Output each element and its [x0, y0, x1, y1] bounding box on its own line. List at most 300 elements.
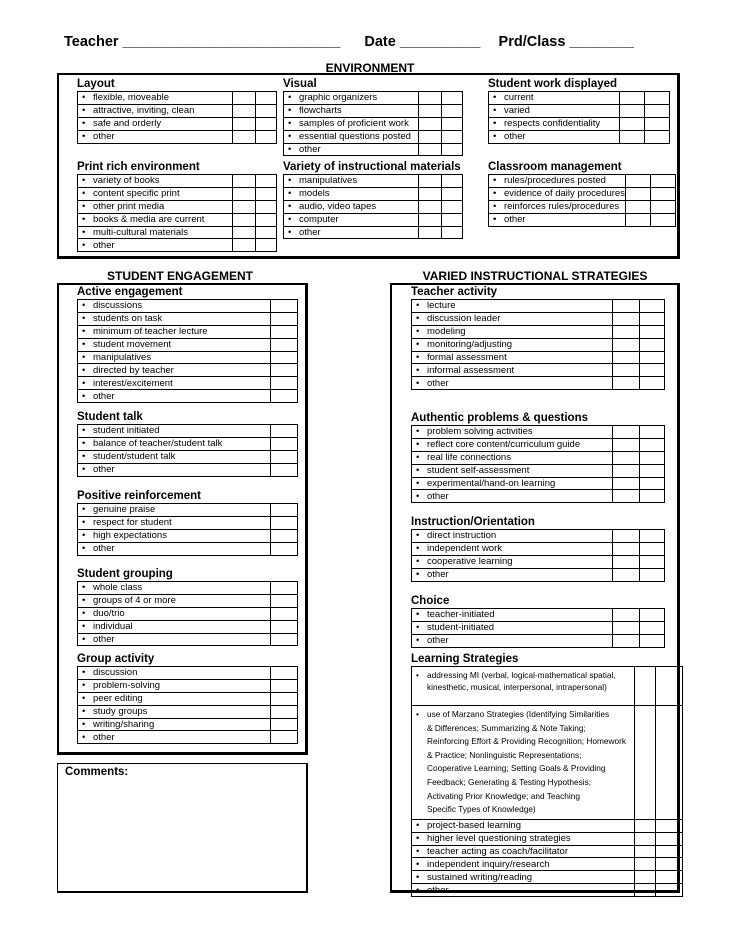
check-cell[interactable]: [256, 213, 277, 226]
list-item-label: [284, 92, 419, 105]
list-item-label: [78, 175, 233, 188]
bullet-icon: •: [416, 884, 420, 896]
check-cell[interactable]: [442, 200, 463, 213]
item-text: varied: [504, 105, 530, 117]
check-cell[interactable]: [271, 450, 298, 463]
list-item-label: [78, 390, 271, 403]
bullet-icon: •: [288, 201, 292, 213]
check-cell[interactable]: [625, 187, 650, 200]
check-cell[interactable]: [625, 200, 650, 213]
item-text: informal assessment: [427, 364, 515, 376]
check-cell[interactable]: [233, 104, 256, 117]
bullet-icon: •: [416, 871, 420, 883]
check-cell[interactable]: [640, 621, 665, 634]
bullet-icon: •: [82, 227, 86, 238]
check-cell[interactable]: [613, 338, 640, 351]
check-cell[interactable]: [613, 351, 640, 364]
list-item-label: [78, 239, 233, 252]
check-cell[interactable]: [233, 117, 256, 130]
check-cell[interactable]: [613, 477, 640, 490]
check-cell[interactable]: [271, 351, 298, 364]
check-cell[interactable]: [613, 609, 640, 622]
check-cell[interactable]: [256, 200, 277, 213]
list-item: [78, 504, 298, 517]
check-cell[interactable]: [233, 239, 256, 252]
list-item-label: [412, 377, 613, 390]
checklist-table: [283, 91, 463, 156]
check-cell[interactable]: [656, 667, 683, 706]
list-item-label: [284, 104, 419, 117]
section-authentic-problems: [411, 411, 665, 503]
section-layout: [77, 77, 277, 144]
check-cell[interactable]: [233, 175, 256, 188]
check-cell[interactable]: [233, 130, 256, 143]
list-item-label: [489, 200, 626, 213]
check-cell[interactable]: [635, 858, 656, 871]
item-text: other: [93, 239, 115, 251]
item-text: balance of teacher/student talk: [93, 438, 223, 450]
list-item: [78, 582, 298, 595]
list-item-label: [78, 463, 271, 476]
check-cell[interactable]: [640, 325, 665, 338]
list-item: [412, 451, 665, 464]
check-cell[interactable]: [233, 213, 256, 226]
item-text: manipulatives: [93, 352, 152, 363]
checklist-table: [411, 425, 665, 503]
item-text: other: [93, 464, 115, 476]
check-cell[interactable]: [271, 390, 298, 403]
check-cell[interactable]: [419, 92, 442, 105]
list-item: [412, 438, 665, 451]
check-cell[interactable]: [613, 621, 640, 634]
list-item: [412, 884, 683, 897]
check-cell[interactable]: [271, 731, 298, 744]
bullet-icon: •: [82, 680, 86, 692]
check-cell[interactable]: [640, 351, 665, 364]
list-item: [78, 377, 298, 390]
checklist-table: [77, 666, 298, 744]
check-cell[interactable]: [419, 117, 442, 130]
section-positive-reinforcement: [77, 489, 298, 556]
list-item-label: [489, 187, 626, 200]
bullet-icon: •: [82, 595, 86, 607]
section-active-engagement: [77, 285, 298, 403]
check-cell[interactable]: [256, 175, 277, 188]
bullet-icon: •: [82, 608, 86, 620]
check-cell[interactable]: [613, 364, 640, 377]
check-cell[interactable]: [640, 542, 665, 555]
list-item: [78, 620, 298, 633]
section-title: Variety of instructional materials: [283, 161, 461, 173]
check-cell[interactable]: [613, 312, 640, 325]
check-cell[interactable]: [271, 504, 298, 517]
learning-strategies-table: [411, 666, 683, 897]
checklist-table: [77, 581, 298, 646]
check-cell[interactable]: [613, 634, 640, 647]
item-text: real life connections: [427, 452, 511, 464]
check-cell[interactable]: [442, 117, 463, 130]
list-item-label: [284, 200, 419, 213]
bullet-icon: •: [493, 214, 497, 226]
check-cell[interactable]: [256, 104, 277, 117]
item-text: other print media: [93, 201, 165, 213]
list-item-label: [489, 213, 626, 226]
list-item-label: [78, 325, 271, 338]
check-cell[interactable]: [271, 679, 298, 692]
list-item: [489, 200, 676, 213]
check-cell[interactable]: [613, 490, 640, 503]
list-item-label: [78, 705, 271, 718]
list-item: [284, 187, 463, 200]
item-text: flexible, moveable: [93, 92, 170, 104]
check-cell[interactable]: [271, 338, 298, 351]
check-cell[interactable]: [271, 705, 298, 718]
check-cell[interactable]: [635, 871, 656, 884]
check-cell[interactable]: [625, 175, 650, 188]
check-cell[interactable]: [656, 884, 683, 897]
bullet-icon: •: [82, 543, 86, 555]
check-cell[interactable]: [271, 718, 298, 731]
item-text: problem-solving: [93, 680, 161, 692]
bullet-icon: •: [288, 92, 292, 104]
list-item-label: [78, 351, 271, 364]
check-cell[interactable]: [650, 187, 675, 200]
check-cell[interactable]: [640, 568, 665, 581]
check-cell[interactable]: [256, 117, 277, 130]
list-item-label: [412, 819, 635, 832]
list-item-label: [78, 667, 271, 680]
list-item: [412, 819, 683, 832]
check-cell[interactable]: [620, 117, 645, 130]
list-item: [412, 845, 683, 858]
check-cell[interactable]: [271, 300, 298, 313]
item-text: other: [504, 214, 526, 226]
check-cell[interactable]: [233, 226, 256, 239]
check-cell[interactable]: [635, 819, 656, 832]
check-cell[interactable]: [233, 200, 256, 213]
check-cell[interactable]: [271, 529, 298, 542]
section-classroom: [488, 160, 676, 227]
check-cell[interactable]: [271, 667, 298, 680]
list-item-label: [284, 226, 419, 239]
item-text: evidence of daily procedures: [504, 188, 625, 200]
check-cell[interactable]: [640, 634, 665, 647]
list-item-label: [78, 104, 233, 117]
list-item: [412, 634, 665, 647]
check-cell[interactable]: [635, 845, 656, 858]
check-cell[interactable]: [656, 819, 683, 832]
list-item: [412, 530, 665, 543]
check-cell[interactable]: [271, 377, 298, 390]
list-item: [412, 477, 665, 490]
list-item-label: [412, 832, 635, 845]
section-print-rich: [77, 160, 277, 252]
check-cell[interactable]: [613, 555, 640, 568]
check-cell[interactable]: [271, 633, 298, 646]
check-cell[interactable]: [640, 377, 665, 390]
list-item: [284, 92, 463, 105]
check-cell[interactable]: [271, 582, 298, 595]
check-cell[interactable]: [635, 832, 656, 845]
section-title: Authentic problems & questions: [411, 412, 588, 424]
item-text: problem solving activities: [427, 426, 533, 438]
check-cell[interactable]: [650, 213, 675, 226]
check-cell[interactable]: [271, 463, 298, 476]
check-cell[interactable]: [613, 300, 640, 313]
check-cell[interactable]: [640, 451, 665, 464]
check-cell[interactable]: [640, 364, 665, 377]
date-field[interactable]: Date __________: [364, 34, 481, 50]
list-item: [78, 607, 298, 620]
item-text: directed by teacher: [93, 364, 174, 376]
check-cell[interactable]: [271, 312, 298, 325]
check-cell[interactable]: [442, 213, 463, 226]
check-cell[interactable]: [635, 884, 656, 897]
item-text: groups of 4 or more: [93, 595, 176, 607]
list-item-label: [78, 504, 271, 517]
check-cell[interactable]: [613, 426, 640, 439]
check-cell[interactable]: [271, 542, 298, 555]
item-text: models: [299, 188, 330, 200]
section-title: Positive reinforcement: [77, 490, 201, 502]
item-text: independent inquiry/research: [427, 858, 550, 870]
section-learning-strategies: [411, 652, 683, 897]
check-cell[interactable]: [419, 226, 442, 239]
check-cell[interactable]: [656, 871, 683, 884]
bullet-icon: •: [416, 609, 420, 621]
check-cell[interactable]: [613, 438, 640, 451]
check-cell[interactable]: [233, 187, 256, 200]
check-cell[interactable]: [656, 706, 683, 820]
check-cell[interactable]: [650, 175, 675, 188]
check-cell[interactable]: [613, 530, 640, 543]
bullet-icon: •: [82, 364, 86, 376]
check-cell[interactable]: [419, 104, 442, 117]
item-text: independent work: [427, 543, 502, 555]
check-cell[interactable]: [656, 832, 683, 845]
item-text: rules/procedures posted: [504, 175, 606, 187]
bullet-icon: •: [416, 377, 420, 389]
item-text: writing/sharing: [93, 719, 155, 730]
list-item-label: [412, 542, 613, 555]
check-cell[interactable]: [640, 555, 665, 568]
check-cell[interactable]: [442, 226, 463, 239]
list-item-label: [412, 426, 613, 439]
bullet-icon: •: [82, 175, 86, 187]
check-cell[interactable]: [442, 187, 463, 200]
list-item: [78, 731, 298, 744]
check-cell[interactable]: [645, 104, 670, 117]
section-title: Student talk: [77, 411, 143, 423]
bullet-icon: •: [82, 582, 86, 594]
section-title: Active engagement: [77, 286, 183, 298]
item-text: multi-cultural materials: [93, 227, 189, 238]
bullet-icon: •: [288, 214, 292, 226]
check-cell[interactable]: [256, 226, 277, 239]
check-cell[interactable]: [640, 438, 665, 451]
check-cell[interactable]: [271, 607, 298, 620]
list-item-label: [78, 213, 233, 226]
bullet-icon: •: [416, 635, 420, 647]
bullet-icon: •: [416, 352, 420, 363]
check-cell[interactable]: [613, 325, 640, 338]
check-cell[interactable]: [442, 130, 463, 143]
check-cell[interactable]: [442, 175, 463, 188]
check-cell[interactable]: [442, 92, 463, 105]
bullet-icon: •: [82, 352, 86, 363]
list-item-label: [489, 92, 620, 105]
section-title: Instruction/Orientation: [411, 516, 535, 528]
prd-class-field[interactable]: Prd/Class ________: [498, 34, 634, 50]
check-cell[interactable]: [271, 364, 298, 377]
check-cell[interactable]: [613, 377, 640, 390]
comments-box[interactable]: [57, 763, 308, 893]
check-cell[interactable]: [640, 338, 665, 351]
list-item: [412, 464, 665, 477]
section-title: Print rich environment: [77, 161, 200, 173]
check-cell[interactable]: [640, 490, 665, 503]
check-cell[interactable]: [256, 92, 277, 105]
list-item: [78, 463, 298, 476]
item-text: lecture: [427, 300, 456, 312]
checklist-table: [411, 608, 665, 648]
check-cell[interactable]: [419, 143, 442, 156]
check-cell[interactable]: [640, 464, 665, 477]
check-cell[interactable]: [271, 620, 298, 633]
item-text: other: [299, 227, 321, 238]
list-item-label: [412, 871, 635, 884]
list-item: [78, 351, 298, 364]
item-text: current: [504, 92, 534, 104]
list-item: [412, 351, 665, 364]
check-cell[interactable]: [645, 117, 670, 130]
check-cell[interactable]: [645, 130, 670, 143]
section-title: Layout: [77, 78, 115, 90]
list-item: [78, 516, 298, 529]
teacher-field[interactable]: Teacher ___________________________: [64, 34, 341, 50]
check-cell[interactable]: [640, 530, 665, 543]
list-item-label: [412, 884, 635, 897]
list-item-label: [78, 338, 271, 351]
check-cell[interactable]: [256, 239, 277, 252]
check-cell[interactable]: [620, 104, 645, 117]
list-item: [412, 426, 665, 439]
item-text: reflect core content/curriculum guide: [427, 439, 581, 451]
check-cell[interactable]: [419, 175, 442, 188]
check-cell[interactable]: [613, 451, 640, 464]
list-item-label: [412, 338, 613, 351]
list-item: [78, 117, 277, 130]
bullet-icon: •: [416, 426, 420, 438]
check-cell[interactable]: [640, 609, 665, 622]
list-item-label: [412, 464, 613, 477]
list-item-label: [78, 679, 271, 692]
check-cell[interactable]: [650, 200, 675, 213]
bullet-icon: •: [82, 131, 86, 143]
check-cell[interactable]: [613, 464, 640, 477]
item-text: monitoring/adjusting: [427, 339, 513, 351]
strategies-title: VARIED INSTRUCTIONAL STRATEGIES: [422, 269, 648, 283]
checklist-table: [77, 503, 298, 556]
check-cell[interactable]: [656, 845, 683, 858]
list-item-label: [78, 377, 271, 390]
list-item-label: [412, 621, 613, 634]
check-cell[interactable]: [271, 594, 298, 607]
checklist-table: [411, 299, 665, 390]
check-cell[interactable]: [613, 542, 640, 555]
list-item: [284, 117, 463, 130]
check-cell[interactable]: [233, 92, 256, 105]
list-item: [78, 200, 277, 213]
list-item: [78, 529, 298, 542]
item-text: graphic organizers: [299, 92, 378, 104]
checklist-table: [488, 91, 670, 144]
bullet-icon: •: [82, 188, 86, 200]
check-cell[interactable]: [271, 516, 298, 529]
item-text: students on task: [93, 313, 163, 325]
bullet-icon: •: [288, 131, 292, 143]
check-cell[interactable]: [256, 187, 277, 200]
list-item: [412, 858, 683, 871]
check-cell[interactable]: [620, 130, 645, 143]
item-text: other: [427, 884, 449, 896]
bullet-icon: •: [82, 339, 86, 351]
bullet-icon: •: [82, 621, 86, 633]
list-item-label: [78, 633, 271, 646]
check-cell[interactable]: [640, 426, 665, 439]
check-cell[interactable]: [419, 213, 442, 226]
check-cell[interactable]: [656, 858, 683, 871]
list-item: [412, 490, 665, 503]
check-cell[interactable]: [256, 130, 277, 143]
check-cell[interactable]: [635, 667, 656, 706]
check-cell[interactable]: [419, 130, 442, 143]
check-cell[interactable]: [620, 92, 645, 105]
item-text: other: [93, 543, 115, 555]
check-cell[interactable]: [640, 312, 665, 325]
item-text: modeling: [427, 326, 466, 338]
check-cell[interactable]: [635, 706, 656, 820]
section-title: Teacher activity: [411, 286, 498, 298]
list-item-label: [412, 568, 613, 581]
section-title: Classroom management: [488, 161, 622, 173]
list-item-label: [489, 175, 626, 188]
list-item-label: [78, 364, 271, 377]
check-cell[interactable]: [640, 300, 665, 313]
check-cell[interactable]: [271, 425, 298, 438]
list-item-label: [78, 731, 271, 744]
checklist-table: [488, 174, 676, 227]
bullet-icon: •: [82, 377, 86, 389]
check-cell[interactable]: [645, 92, 670, 105]
check-cell[interactable]: [442, 104, 463, 117]
check-cell[interactable]: [640, 477, 665, 490]
check-cell[interactable]: [442, 143, 463, 156]
check-cell[interactable]: [625, 213, 650, 226]
check-cell[interactable]: [419, 187, 442, 200]
check-cell[interactable]: [271, 325, 298, 338]
bullet-icon: •: [82, 706, 86, 718]
check-cell[interactable]: [271, 437, 298, 450]
item-text: manipulatives: [299, 175, 358, 187]
item-text: respects confidentiality: [504, 118, 601, 130]
bullet-icon: •: [288, 175, 292, 187]
check-cell[interactable]: [613, 568, 640, 581]
check-cell[interactable]: [271, 692, 298, 705]
check-cell[interactable]: [419, 200, 442, 213]
list-item: [78, 667, 298, 680]
checklist-table: [77, 174, 277, 252]
